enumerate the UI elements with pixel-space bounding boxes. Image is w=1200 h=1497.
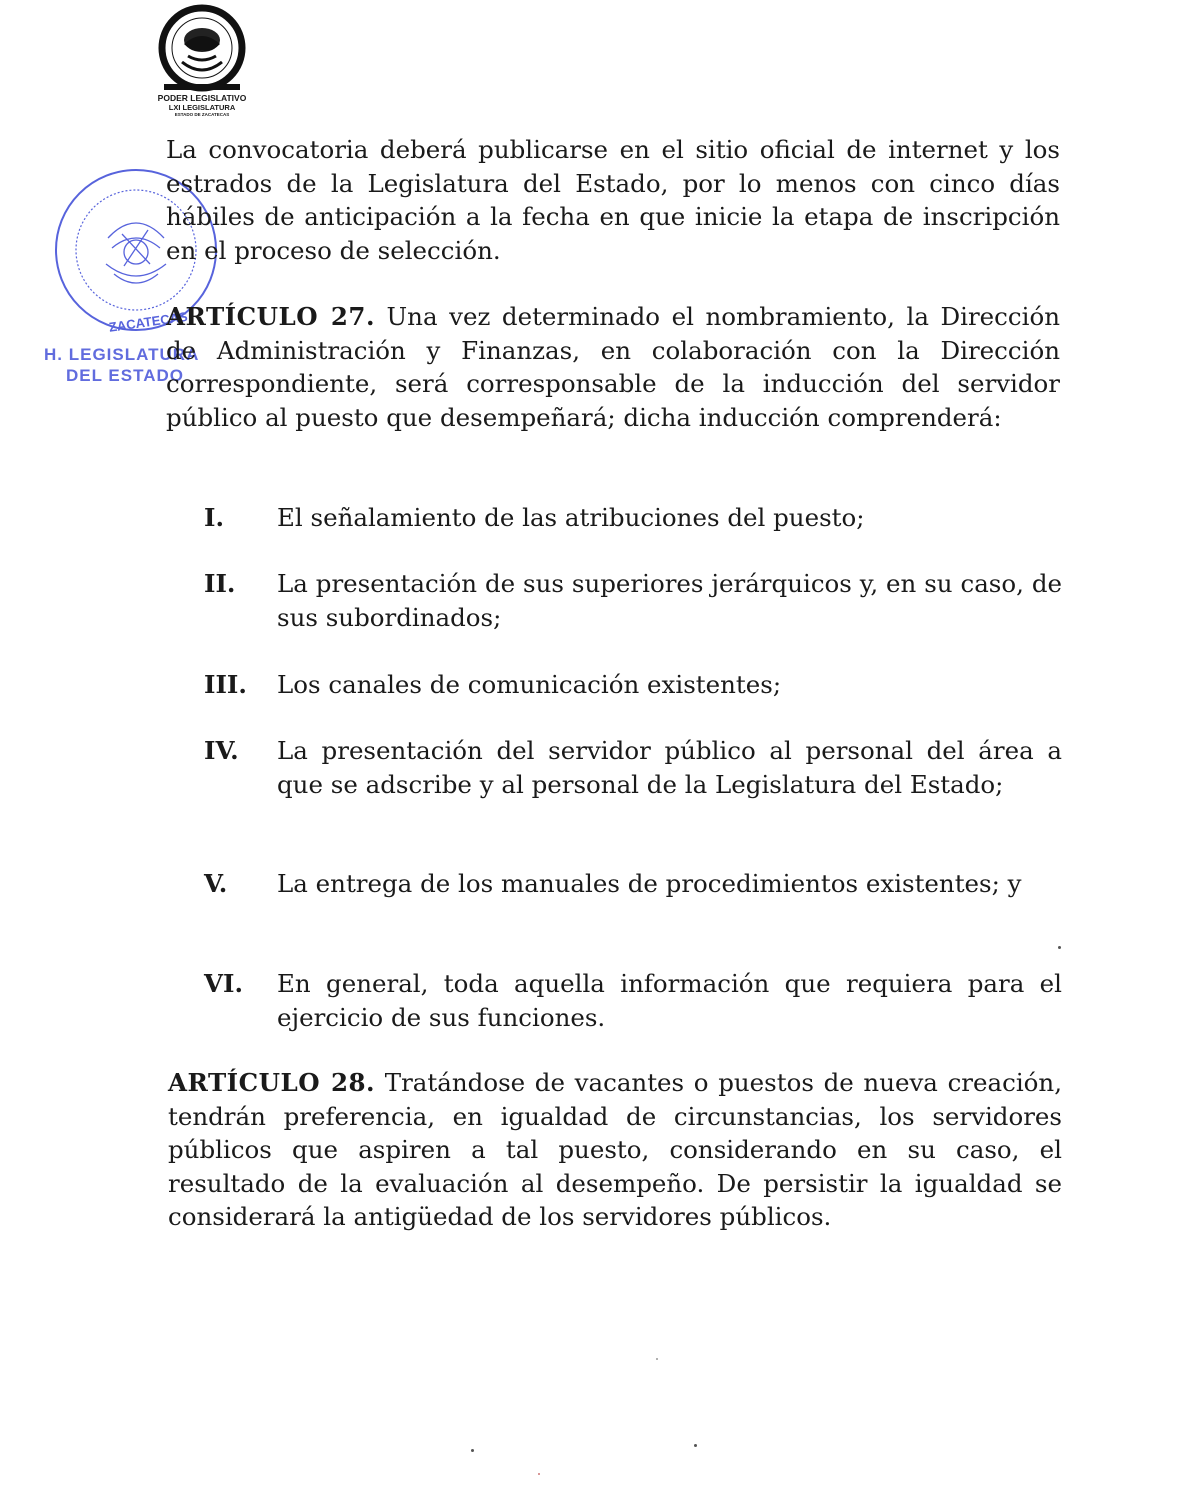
header-line-estado: ESTADO DE ZACATECAS <box>174 112 230 117</box>
mexican-coat-of-arms-icon <box>154 4 250 92</box>
article-27-text: Una vez determinado el nombramiento, la Dirección de Administración y Finanzas, en colaboración con la Dirección correspondiente, será corresponsable de la inducción del servidor público al puesto que desempeñará; dicha inducción comprenderá: <box>166 302 1060 432</box>
list-item-text: El señalamiento de las atribuciones del puesto; <box>277 503 865 532</box>
scan-speck <box>1058 946 1061 949</box>
article-28-heading: ARTÍCULO 28. <box>168 1068 376 1097</box>
article-28 <box>168 1066 1062 1234</box>
list-item <box>204 501 1062 535</box>
list-item-text: La presentación del servidor público al personal del área a que se adscribe y al personal de la Legislatura del Estado; <box>277 736 1062 799</box>
scan-speck <box>694 1444 697 1447</box>
list-item-text: La presentación de sus superiores jerárquicos y, en su caso, de sus subordinados; <box>277 569 1062 632</box>
article-28-text: Tratándose de vacantes o puestos de nueva creación, tendrán preferencia, en igualdad de circunstancias, los servidores públicos que aspiren a tal puesto, considerando en su caso, el resultado de la evaluación al desempeño. De persistir la igualdad se considerará la antigüedad de los servidores públicos. <box>168 1068 1062 1232</box>
legislature-header <box>140 4 264 118</box>
article-27-heading: ARTÍCULO 27. <box>166 302 375 331</box>
list-item-text: En general, toda aquella información que requiera para el ejercicio de sus funciones. <box>277 969 1062 1032</box>
article-27 <box>166 300 1060 434</box>
list-item-number: II. <box>204 569 236 598</box>
list-item-number: V. <box>204 869 228 898</box>
header-line-legislatura: LXI LEGISLATURA <box>168 103 236 112</box>
list-item-text: La entrega de los manuales de procedimientos existentes; y <box>277 869 1022 898</box>
list-item <box>204 867 1062 901</box>
list-item <box>204 668 1062 702</box>
list-item-number: III. <box>204 670 247 699</box>
scan-speck <box>656 1358 658 1360</box>
stamp-bottom-text: ZACATECAS <box>107 308 189 335</box>
list-item <box>204 567 1062 634</box>
list-item <box>204 967 1062 1034</box>
stamp-caption-line2: DEL ESTADO <box>66 366 184 385</box>
scan-speck <box>471 1449 474 1452</box>
stamp-caption-line1: H. LEGISLATURA <box>44 345 200 364</box>
list-item-number: IV. <box>204 736 239 765</box>
scan-speck <box>538 1473 540 1475</box>
paragraph-convocatoria: La convocatoria deberá publicarse en el sitio oficial de internet y los estrados de la Legislatura del Estado, por lo menos con cinco días hábiles de anticipación a la fecha en que inicie la etapa de inscripción en el proceso de selección. <box>166 135 1060 265</box>
list-item-number: I. <box>204 503 224 532</box>
list-item <box>204 734 1062 801</box>
list-item-number: VI. <box>204 969 243 998</box>
list-item-text: Los canales de comunicación existentes; <box>277 670 782 699</box>
header-line-poder-legislativo: PODER LEGISLATIVO <box>157 93 247 103</box>
